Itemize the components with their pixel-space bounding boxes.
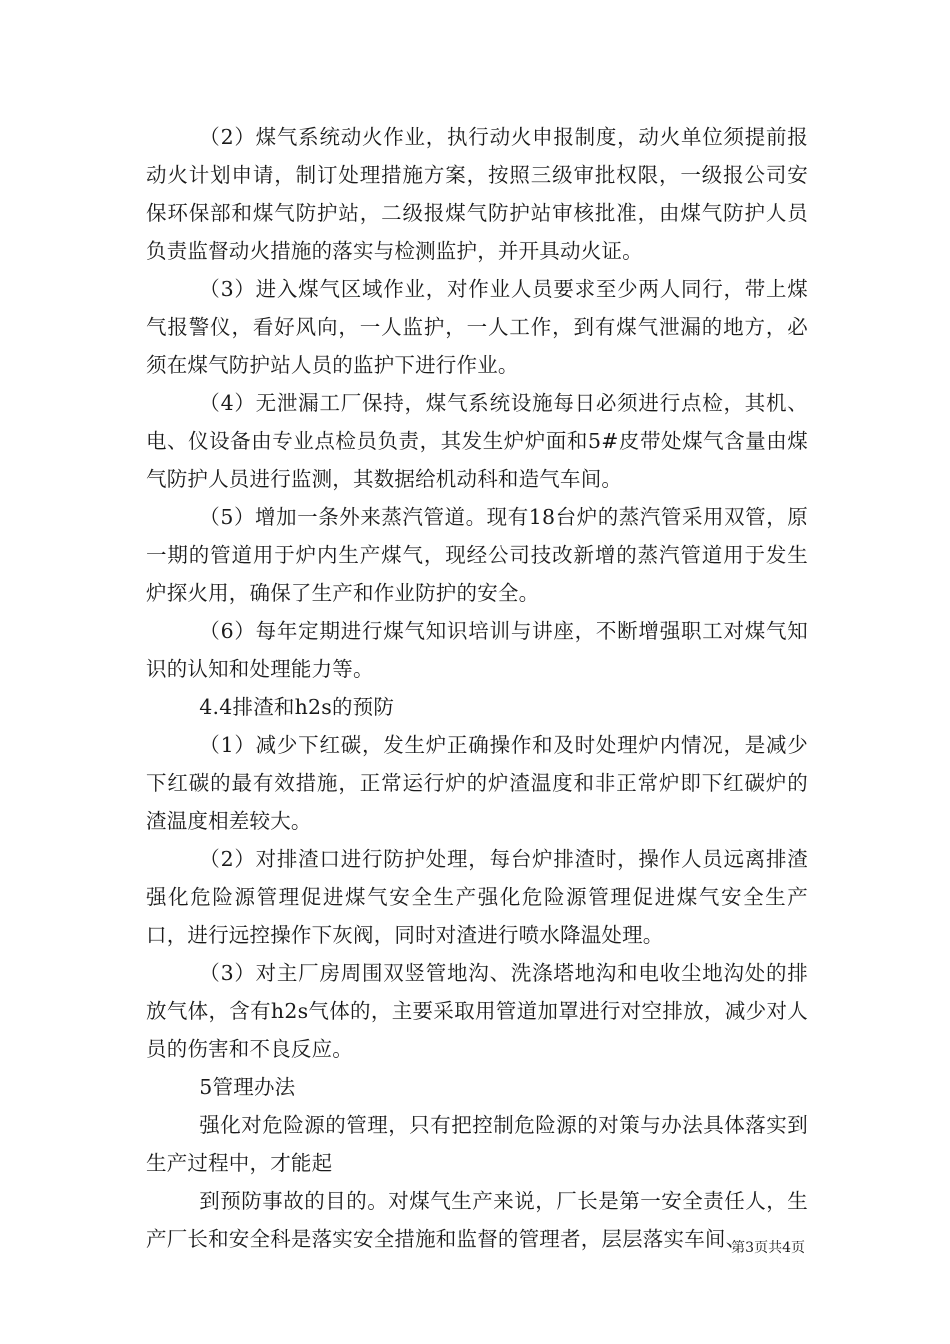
paragraph-management-1: 强化对危险源的管理，只有把控制危险源的对策与办法具体落实到生产过程中，才能起 [146,1113,808,1175]
paragraph-steam-pipe: （5）增加一条外来蒸汽管道。现有18台炉的蒸汽管采用双管，原一期的管道用于炉内生产煤气，现经公司技改新增的蒸汽管道用于发生炉探火用，确保了生产和作业防护的安全。 [146,505,808,605]
section-heading-4-4: 4.4排渣和h2s的预防 [199,695,395,719]
page-number: 第3页共4页 [731,1240,805,1256]
paragraph-gas-area-entry: （3）进入煤气区域作业，对作业人员要求至少两人同行，带上煤气报警仪，看好风向，一人监护，一人工作，到有煤气泄漏的地方，必须在煤气防护站人员的监护下进行作业。 [146,277,808,377]
paragraph-h2s-exhaust: （3）对主厂房周围双竖管地沟、洗涤塔地沟和电收尘地沟处的排放气体，含有h2s气体的，主要采取用管道加罩进行对空排放，减少对人员的伤害和不良反应。 [146,961,808,1061]
paragraph-management-2: 到预防事故的目的。对煤气生产来说，厂长是第一安全责任人，生产厂长和安全科是落实安全措施和监督的管理者，层层落实车间、 [146,1189,808,1251]
document-body [146,118,808,1258]
paragraph-reduce-red-carbon: （1）减少下红碳，发生炉正确操作和及时处理炉内情况，是减少下红碳的最有效措施，正常运行炉的炉渣温度和非正常炉即下红碳炉的渣温度相差较大。 [146,733,808,833]
paragraph-training: （6）每年定期进行煤气知识培训与讲座，不断增强职工对煤气知识的认知和处理能力等。 [146,619,808,681]
paragraph-gas-hot-work: （2）煤气系统动火作业，执行动火申报制度，动火单位须提前报动火计划申请，制订处理措施方案，按照三级审批权限，一级报公司安保环保部和煤气防护站，二级报煤气防护站审核批准，由煤气防护人员负责监督动火措施的落实与检测监护，并开具动火证。 [146,125,808,263]
paragraph-no-leak-plant: （4）无泄漏工厂保持，煤气系统设施每日必须进行点检，其机、电、仪设备由专业点检员负责，其发生炉炉面和5#皮带处煤气含量由煤气防护人员进行监测，其数据给机动科和造气车间。 [146,391,808,491]
section-heading-5: 5管理办法 [199,1075,296,1099]
paragraph-slag-outlet: （2）对排渣口进行防护处理，每台炉排渣时，操作人员远离排渣强化危险源管理促进煤气安全生产强化危险源管理促进煤气安全生产口，进行远控操作下灰阀，同时对渣进行喷水降温处理。 [146,847,808,947]
